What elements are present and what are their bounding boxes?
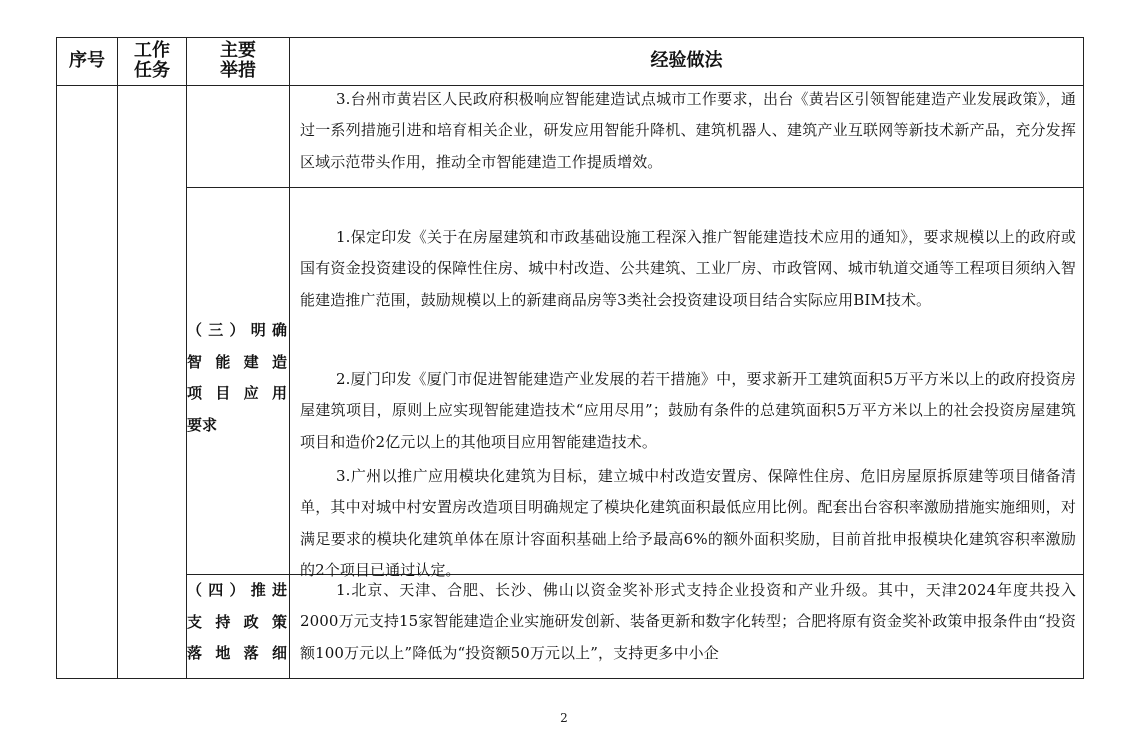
measure-three: （三）明确 智能建造 项目应用 要求 bbox=[187, 321, 287, 434]
table-border-left bbox=[56, 37, 57, 679]
row1-paragraph-1: 3.台州市黄岩区人民政府积极响应智能建造试点城市工作要求，出台《黄岩区引领智能建造产业发展政策》，通过一系列措施引进和培育相关企业，研发应用智能升降机、建筑机器人、建筑产业互联网等新技术新产品，充分发挥区域示范带头作用，推动全市智能建造工作提质增效。 bbox=[300, 90, 1076, 171]
header-serial-number: 序号 bbox=[69, 50, 105, 71]
row3-paragraph-1: 1.北京、天津、合肥、长沙、佛山以资金奖补形式支持企业投资和产业升级。其中，天津2024年度共投入2000万元支持15家智能建造企业实施研发创新、装备更新和数字化转型；合肥将原有资金奖补政策申报条件由“投资额100万元以上”降低为“投资额50万元以上”，支持更多中小企 bbox=[300, 581, 1076, 662]
header-main-measures: 主要 举措 bbox=[220, 40, 256, 81]
table-border-bottom bbox=[56, 678, 1084, 679]
experience-table bbox=[56, 37, 1084, 679]
column-divider-1 bbox=[117, 37, 118, 679]
row2-paragraph-2: 2.厦门印发《厦门市促进智能建造产业发展的若干措施》中，要求新开工建筑面积5万平方米以上的政府投资房屋建筑项目，原则上应实现智能建造技术“应用尽用”；鼓励有条件的总建筑面积5万平方米以上的社会投资房屋建筑项目和造价2亿元以上的其他项目应用智能建造技术。 bbox=[300, 370, 1076, 451]
row2-paragraph-1: 1.保定印发《关于在房屋建筑和市政基础设施工程深入推广智能建造技术应用的通知》，要求规模以上的政府或国有资金投资建设的保障性住房、城中村改造、公共建筑、工业厂房、市政管网、城市轨道交通等工程项目须纳入智能建造推广范围，鼓励规模以上的新建商品房等3类社会投资建设项目结合实际应用BIM技术。 bbox=[300, 228, 1076, 309]
table-border-right bbox=[1083, 37, 1084, 679]
header-experience-practice: 经验做法 bbox=[650, 50, 723, 71]
page-number: 2 bbox=[560, 711, 568, 725]
column-divider-3 bbox=[289, 37, 290, 679]
measure-four: （四）推进 支持政策 落地落细 bbox=[187, 581, 287, 662]
row2-paragraph-3: 3.广州以推广应用模块化建筑为目标，建立城中村改造安置房、保障性住房、危旧房屋原拆原建等项目储备清单，其中对城中村安置房改造项目明确规定了模块化建筑面积最低应用比例。配套出台容积率激励措施实施细则，对满足要求的模块化建筑单体在原计容面积基础上给予最高6%的额外面积奖励，目前首批申报模块化建筑容积率激励的2个项目已通过认定。 bbox=[300, 467, 1076, 580]
header-work-task: 工作 任务 bbox=[134, 40, 170, 81]
row-divider-1 bbox=[186, 187, 1084, 188]
